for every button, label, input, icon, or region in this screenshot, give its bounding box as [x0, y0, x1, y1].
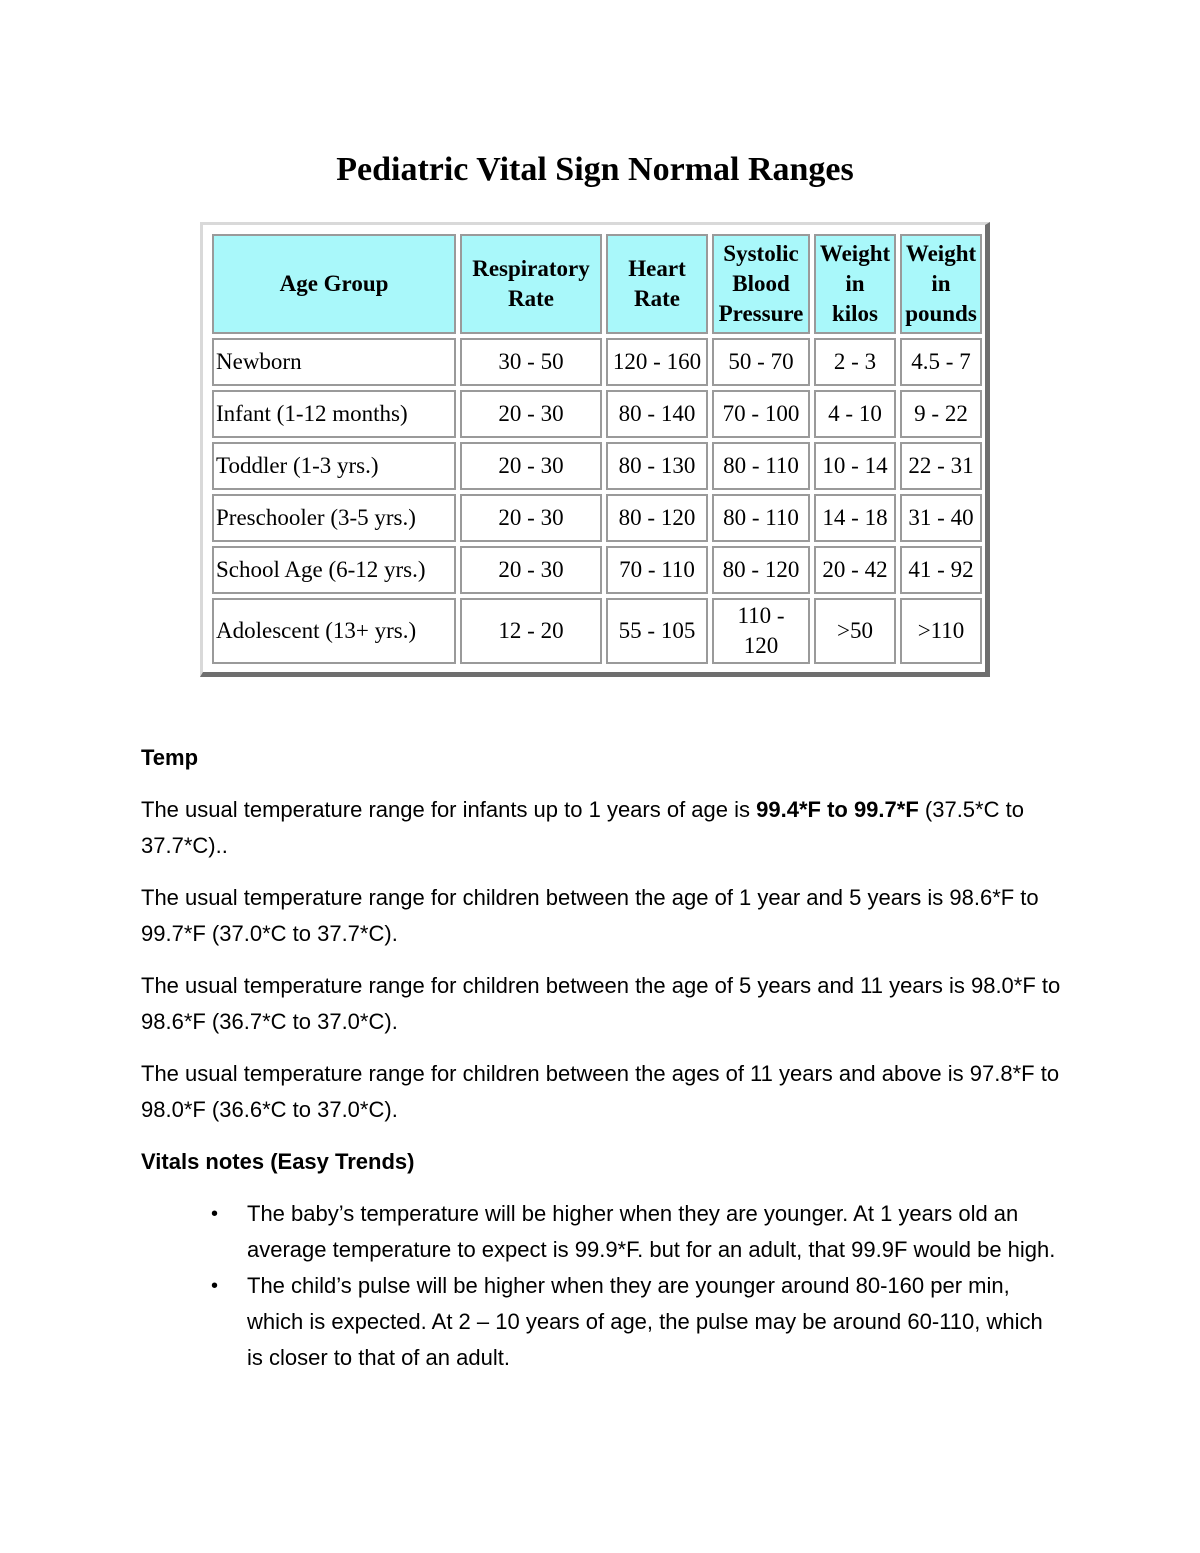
cell-weight-kilos: 4 - 10 — [814, 390, 896, 438]
cell-respiratory-rate: 20 - 30 — [460, 546, 602, 594]
cell-weight-kilos: 14 - 18 — [814, 494, 896, 542]
temp-paragraph-infants: The usual temperature range for infants up to 1 years of age is 99.4*F to 99.7*F (37.5*C to 37.7*C).. — [141, 797, 1024, 858]
cell-respiratory-rate: 12 - 20 — [460, 598, 602, 664]
cell-weight-pounds: 4.5 - 7 — [900, 338, 982, 386]
cell-heart-rate: 80 - 140 — [606, 390, 708, 438]
temp-heading: Temp — [141, 745, 199, 770]
cell-weight-pounds: 31 - 40 — [900, 494, 982, 542]
cell-weight-kilos: 10 - 14 — [814, 442, 896, 490]
cell-heart-rate: 55 - 105 — [606, 598, 708, 664]
temp-paragraph-5-11-years: The usual temperature range for children between the age of 5 years and 11 years is 98.0*F to 98.6*F (36.7*C to 37.0*C). — [141, 973, 1061, 1034]
cell-systolic-bp: 80 - 110 — [712, 494, 810, 542]
header-weight-pounds: Weight in pounds — [900, 234, 982, 334]
cell-weight-pounds: >110 — [900, 598, 982, 664]
cell-heart-rate: 80 - 120 — [606, 494, 708, 542]
cell-age-group: Toddler (1-3 yrs.) — [212, 442, 456, 490]
cell-weight-pounds: 9 - 22 — [900, 390, 982, 438]
vitals-notes-heading: Vitals notes (Easy Trends) — [141, 1149, 415, 1174]
table-row — [212, 598, 982, 664]
table-row — [212, 494, 982, 542]
cell-systolic-bp: 110 - 120 — [712, 598, 810, 664]
cell-weight-pounds: 41 - 92 — [900, 546, 982, 594]
cell-age-group: Infant (1-12 months) — [212, 390, 456, 438]
table-header-row — [212, 234, 982, 334]
cell-systolic-bp: 80 - 120 — [712, 546, 810, 594]
cell-respiratory-rate: 20 - 30 — [460, 494, 602, 542]
cell-weight-pounds: 22 - 31 — [900, 442, 982, 490]
list-item: • The baby’s temperature will be higher when they are younger. At 1 years old an average temperature to expect is 99.9*F. but for an adult, that 99.9F would be high. — [247, 1196, 1061, 1268]
cell-systolic-bp: 50 - 70 — [712, 338, 810, 386]
cell-weight-kilos: 2 - 3 — [814, 338, 896, 386]
cell-systolic-bp: 80 - 110 — [712, 442, 810, 490]
header-systolic-bp: Systolic Blood Pressure — [712, 234, 810, 334]
table-title: Pediatric Vital Sign Normal Ranges — [336, 151, 854, 188]
temp-paragraph-1-5-years: The usual temperature range for children between the age of 1 year and 5 years is 98.6*F to 99.7*F (37.0*C to 37.7*C). — [141, 885, 1039, 946]
vitals-notes-list — [141, 1196, 1061, 1376]
cell-weight-kilos: >50 — [814, 598, 896, 664]
cell-systolic-bp: 70 - 100 — [712, 390, 810, 438]
temp-paragraph-11-plus-years: The usual temperature range for children between the ages of 11 years and above is 97.8*F to 98.0*F (36.6*C to 37.0*C). — [141, 1061, 1060, 1122]
cell-age-group: Preschooler (3-5 yrs.) — [212, 494, 456, 542]
cell-respiratory-rate: 20 - 30 — [460, 442, 602, 490]
list-item: • The child’s pulse will be higher when they are younger around 80-160 per min, which is expected. At 2 – 10 years of age, the pulse may be around 60-110, which is closer to that of an adult. — [247, 1268, 1061, 1376]
header-weight-kilos: Weight in kilos — [814, 234, 896, 334]
bullet-icon: • — [211, 1275, 219, 1297]
cell-heart-rate: 120 - 160 — [606, 338, 708, 386]
cell-age-group: Newborn — [212, 338, 456, 386]
table-row — [212, 442, 982, 490]
cell-heart-rate: 80 - 130 — [606, 442, 708, 490]
header-respiratory-rate: Respiratory Rate — [460, 234, 602, 334]
cell-weight-kilos: 20 - 42 — [814, 546, 896, 594]
bullet-icon: • — [211, 1203, 219, 1225]
cell-age-group: School Age (6-12 yrs.) — [212, 546, 456, 594]
vitals-table — [208, 230, 986, 668]
header-heart-rate: Heart Rate — [606, 234, 708, 334]
cell-respiratory-rate: 30 - 50 — [460, 338, 602, 386]
vitals-table-frame — [200, 222, 990, 677]
document-body — [141, 740, 1061, 1376]
table-row — [212, 338, 982, 386]
temp-infant-range: 99.4*F to 99.7*F — [756, 797, 919, 822]
cell-age-group: Adolescent (13+ yrs.) — [212, 598, 456, 664]
cell-heart-rate: 70 - 110 — [606, 546, 708, 594]
header-age-group: Age Group — [212, 234, 456, 334]
table-row — [212, 546, 982, 594]
table-row — [212, 390, 982, 438]
cell-respiratory-rate: 20 - 30 — [460, 390, 602, 438]
